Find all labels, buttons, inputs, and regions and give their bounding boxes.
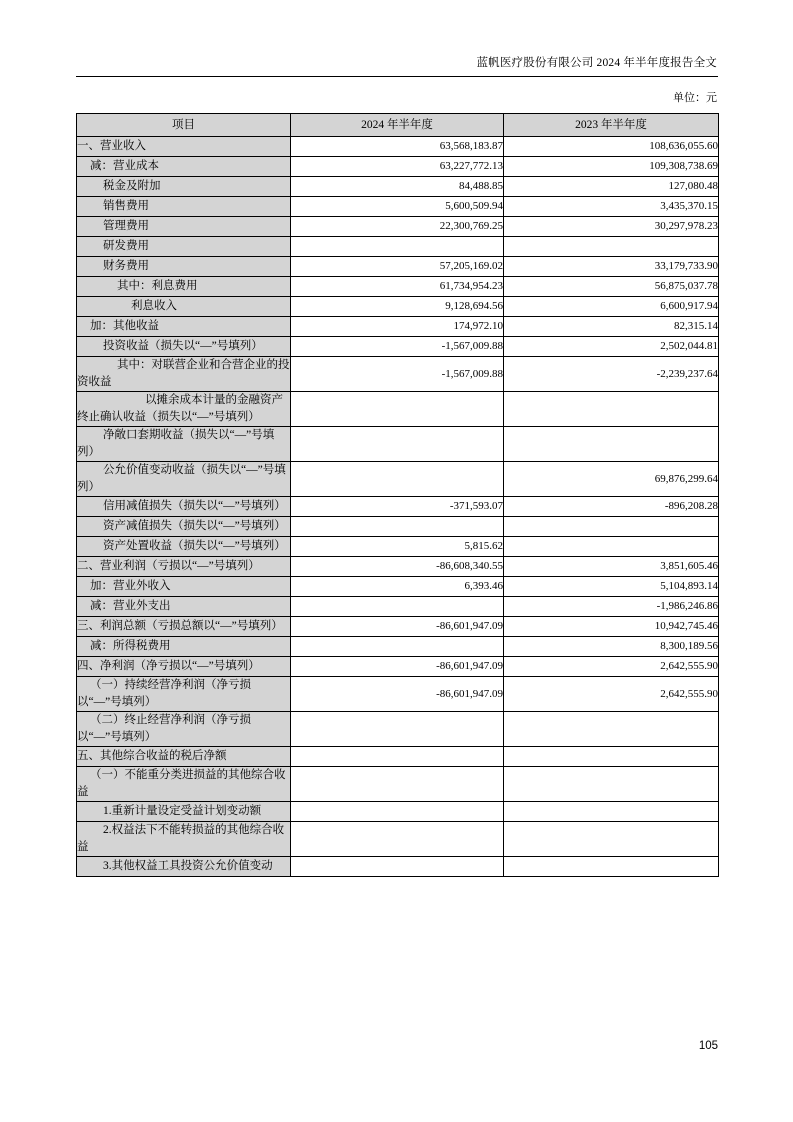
row-item-text: 资产减值损失（损失以“—”号填列） bbox=[103, 520, 286, 532]
row-item-label bbox=[77, 197, 291, 217]
row-item-text: 三、利润总额（亏损总额以“—”号填列） bbox=[77, 620, 283, 632]
row-value-prior-period: 3,435,370.15 bbox=[504, 197, 719, 217]
row-value-current-period: 57,205,169.02 bbox=[291, 257, 504, 277]
row-item-text: 其中：对联营企业和合营企业的投资收益 bbox=[77, 359, 290, 388]
column-header-prior-period: 2023 年半年度 bbox=[504, 114, 719, 137]
row-value-current-period bbox=[291, 857, 504, 877]
row-value-prior-period bbox=[504, 427, 719, 462]
row-value-prior-period: 56,875,037.78 bbox=[504, 277, 719, 297]
row-value-current-period: -86,601,947.09 bbox=[291, 617, 504, 637]
table-row bbox=[77, 517, 719, 537]
row-item-text: 四、净利润（净亏损以“—”号填列） bbox=[77, 660, 260, 672]
row-item-label bbox=[77, 857, 291, 877]
row-item-text: 研发费用 bbox=[103, 240, 149, 252]
table-row bbox=[77, 802, 719, 822]
row-item-text: 一、营业收入 bbox=[77, 140, 146, 152]
table-row bbox=[77, 357, 719, 392]
row-value-prior-period: 10,942,745.46 bbox=[504, 617, 719, 637]
running-header-title: 蓝帆医疗股份有限公司 2024 年半年度报告全文 bbox=[476, 57, 717, 69]
row-item-text: 信用减值损失（损失以“—”号填列） bbox=[103, 500, 286, 512]
row-value-prior-period: 3,851,605.46 bbox=[504, 557, 719, 577]
row-value-current-period: 5,815.62 bbox=[291, 537, 504, 557]
row-value-current-period: 174,972.10 bbox=[291, 317, 504, 337]
row-value-current-period: 9,128,694.56 bbox=[291, 297, 504, 317]
row-value-current-period bbox=[291, 462, 504, 497]
row-item-text: （一）不能重分类进损益的其他综合收益 bbox=[77, 769, 286, 798]
row-value-current-period: -371,593.07 bbox=[291, 497, 504, 517]
row-value-current-period: 63,227,772.13 bbox=[291, 157, 504, 177]
row-value-current-period bbox=[291, 597, 504, 617]
table-row bbox=[77, 297, 719, 317]
row-item-text: 净敞口套期收益（损失以“—”号填列） bbox=[77, 429, 275, 458]
row-value-prior-period bbox=[504, 237, 719, 257]
row-value-current-period: 61,734,954.23 bbox=[291, 277, 504, 297]
row-value-prior-period bbox=[504, 767, 719, 802]
table-row bbox=[77, 277, 719, 297]
table-row bbox=[77, 677, 719, 712]
row-value-current-period bbox=[291, 427, 504, 462]
table-row bbox=[77, 137, 719, 157]
row-value-prior-period bbox=[504, 712, 719, 747]
table-row bbox=[77, 597, 719, 617]
row-value-prior-period bbox=[504, 857, 719, 877]
row-value-prior-period: 2,502,044.81 bbox=[504, 337, 719, 357]
row-value-current-period bbox=[291, 712, 504, 747]
row-item-text: 减：所得税费用 bbox=[90, 640, 171, 652]
row-value-current-period bbox=[291, 237, 504, 257]
row-item-text: 五、其他综合收益的税后净额 bbox=[77, 750, 227, 762]
row-item-label bbox=[77, 217, 291, 237]
row-item-label bbox=[77, 617, 291, 637]
row-item-label bbox=[77, 297, 291, 317]
income-statement-body bbox=[77, 137, 719, 877]
row-value-prior-period: -896,208.28 bbox=[504, 497, 719, 517]
table-row bbox=[77, 712, 719, 747]
row-item-text: 1.重新计量设定受益计划变动额 bbox=[103, 805, 262, 817]
table-row bbox=[77, 617, 719, 637]
row-item-label bbox=[77, 802, 291, 822]
table-header-row bbox=[77, 114, 719, 137]
row-item-label bbox=[77, 277, 291, 297]
row-item-label bbox=[77, 577, 291, 597]
row-value-current-period: 84,488.85 bbox=[291, 177, 504, 197]
row-value-current-period bbox=[291, 747, 504, 767]
row-item-text: 二、营业利润（亏损以“—”号填列） bbox=[77, 560, 260, 572]
row-value-current-period: 22,300,769.25 bbox=[291, 217, 504, 237]
row-value-current-period bbox=[291, 517, 504, 537]
column-header-current-period: 2024 年半年度 bbox=[291, 114, 504, 137]
row-value-current-period bbox=[291, 392, 504, 427]
row-item-text: 减：营业成本 bbox=[90, 160, 159, 172]
table-row bbox=[77, 197, 719, 217]
row-item-text: 2.权益法下不能转损益的其他综合收益 bbox=[77, 824, 285, 853]
row-item-text: 加：营业外收入 bbox=[90, 580, 171, 592]
row-item-label bbox=[77, 637, 291, 657]
row-item-label bbox=[77, 237, 291, 257]
table-row bbox=[77, 822, 719, 857]
row-item-text: 财务费用 bbox=[103, 260, 149, 272]
row-value-prior-period: 109,308,738.69 bbox=[504, 157, 719, 177]
table-row bbox=[77, 747, 719, 767]
row-item-label bbox=[77, 357, 291, 392]
row-item-text: 税金及附加 bbox=[103, 180, 161, 192]
row-item-label bbox=[77, 157, 291, 177]
row-value-current-period bbox=[291, 822, 504, 857]
row-value-prior-period: 30,297,978.23 bbox=[504, 217, 719, 237]
row-value-prior-period bbox=[504, 392, 719, 427]
row-value-prior-period bbox=[504, 517, 719, 537]
row-value-prior-period: 8,300,189.56 bbox=[504, 637, 719, 657]
row-value-prior-period: 6,600,917.94 bbox=[504, 297, 719, 317]
row-item-text: 减：营业外支出 bbox=[90, 600, 171, 612]
income-statement-table-container bbox=[76, 113, 718, 877]
row-item-label bbox=[77, 497, 291, 517]
row-item-label bbox=[77, 747, 291, 767]
row-value-prior-period: 69,876,299.64 bbox=[504, 462, 719, 497]
table-row bbox=[77, 177, 719, 197]
row-value-prior-period bbox=[504, 802, 719, 822]
running-header bbox=[77, 55, 717, 71]
row-item-label bbox=[77, 517, 291, 537]
row-value-current-period bbox=[291, 802, 504, 822]
unit-note-label: 单位：元 bbox=[673, 92, 717, 104]
table-row bbox=[77, 657, 719, 677]
row-item-label bbox=[77, 677, 291, 712]
row-item-label bbox=[77, 317, 291, 337]
row-value-prior-period: -1,986,246.86 bbox=[504, 597, 719, 617]
row-item-label bbox=[77, 537, 291, 557]
row-item-label bbox=[77, 177, 291, 197]
row-item-text: 管理费用 bbox=[103, 220, 149, 232]
header-divider bbox=[76, 76, 718, 77]
row-value-current-period bbox=[291, 767, 504, 802]
row-value-current-period bbox=[291, 637, 504, 657]
table-row bbox=[77, 237, 719, 257]
row-item-text: 利息收入 bbox=[131, 300, 177, 312]
row-value-prior-period: 2,642,555.90 bbox=[504, 677, 719, 712]
table-row bbox=[77, 427, 719, 462]
row-item-label bbox=[77, 137, 291, 157]
table-row bbox=[77, 557, 719, 577]
table-row bbox=[77, 577, 719, 597]
table-row bbox=[77, 857, 719, 877]
unit-note bbox=[77, 91, 717, 106]
row-value-current-period: -1,567,009.88 bbox=[291, 357, 504, 392]
row-value-prior-period: 5,104,893.14 bbox=[504, 577, 719, 597]
row-value-prior-period bbox=[504, 822, 719, 857]
row-item-label bbox=[77, 557, 291, 577]
row-item-label bbox=[77, 427, 291, 462]
table-row bbox=[77, 637, 719, 657]
row-item-label bbox=[77, 257, 291, 277]
row-item-label bbox=[77, 597, 291, 617]
row-value-current-period: -86,601,947.09 bbox=[291, 657, 504, 677]
page-number: 105 bbox=[698, 1040, 718, 1052]
row-value-prior-period bbox=[504, 747, 719, 767]
row-value-current-period: 6,393.46 bbox=[291, 577, 504, 597]
table-row bbox=[77, 317, 719, 337]
table-row bbox=[77, 767, 719, 802]
row-value-prior-period bbox=[504, 537, 719, 557]
row-item-label bbox=[77, 657, 291, 677]
income-statement-table bbox=[76, 113, 719, 877]
row-value-prior-period: 2,642,555.90 bbox=[504, 657, 719, 677]
row-item-text: （二）终止经营净利润（净亏损以“—”号填列） bbox=[77, 714, 251, 743]
table-row bbox=[77, 157, 719, 177]
row-item-label bbox=[77, 767, 291, 802]
row-value-prior-period: 33,179,733.90 bbox=[504, 257, 719, 277]
table-row bbox=[77, 537, 719, 557]
table-row bbox=[77, 257, 719, 277]
row-item-text: 以摊余成本计量的金融资产终止确认收益（损失以“—”号填列） bbox=[77, 394, 283, 423]
row-value-current-period: 5,600,509.94 bbox=[291, 197, 504, 217]
table-row bbox=[77, 497, 719, 517]
row-item-label bbox=[77, 392, 291, 427]
row-item-text: 3.其他权益工具投资公允价值变动 bbox=[103, 860, 273, 872]
row-value-current-period: -86,601,947.09 bbox=[291, 677, 504, 712]
row-value-current-period: 63,568,183.87 bbox=[291, 137, 504, 157]
row-item-label bbox=[77, 337, 291, 357]
row-item-text: （一）持续经营净利润（净亏损以“—”号填列） bbox=[77, 679, 251, 708]
row-value-current-period: -1,567,009.88 bbox=[291, 337, 504, 357]
table-row bbox=[77, 392, 719, 427]
row-item-text: 其中：利息费用 bbox=[117, 280, 198, 292]
row-item-label bbox=[77, 462, 291, 497]
table-row bbox=[77, 217, 719, 237]
table-row bbox=[77, 337, 719, 357]
row-item-text: 投资收益（损失以“—”号填列） bbox=[103, 340, 263, 352]
column-header-item: 项目 bbox=[77, 114, 291, 137]
table-row bbox=[77, 462, 719, 497]
row-item-text: 公允价值变动收益（损失以“—”号填列） bbox=[77, 464, 286, 493]
row-item-label bbox=[77, 712, 291, 747]
row-item-label bbox=[77, 822, 291, 857]
row-value-prior-period: -2,239,237.64 bbox=[504, 357, 719, 392]
row-value-current-period: -86,608,340.55 bbox=[291, 557, 504, 577]
row-value-prior-period: 108,636,055.60 bbox=[504, 137, 719, 157]
row-item-text: 加：其他收益 bbox=[90, 320, 159, 332]
row-item-text: 销售费用 bbox=[103, 200, 149, 212]
row-value-prior-period: 127,080.48 bbox=[504, 177, 719, 197]
row-item-text: 资产处置收益（损失以“—”号填列） bbox=[103, 540, 286, 552]
row-value-prior-period: 82,315.14 bbox=[504, 317, 719, 337]
